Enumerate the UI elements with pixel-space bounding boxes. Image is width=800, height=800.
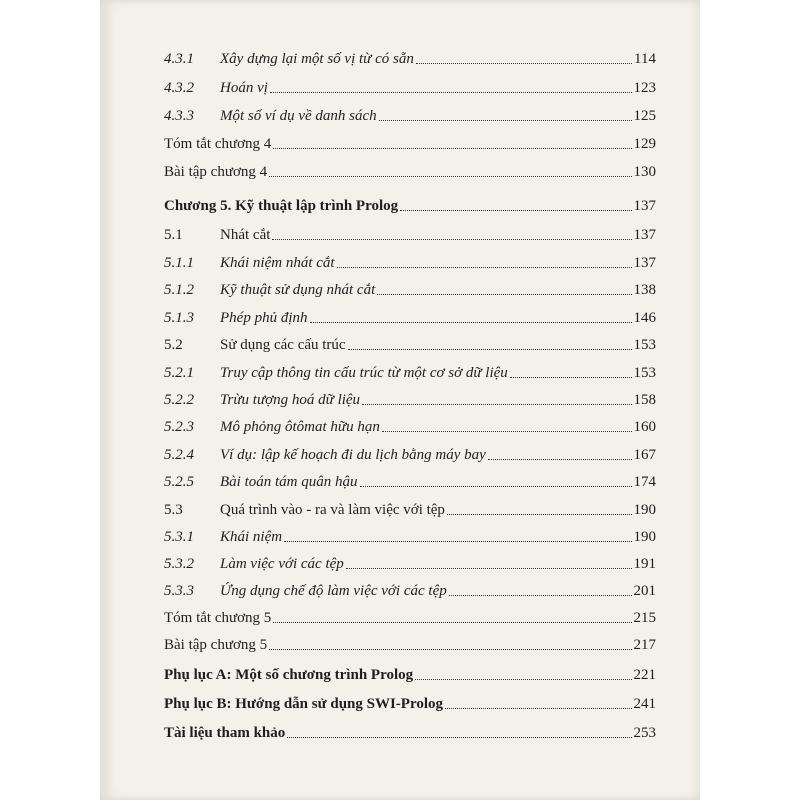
- toc-entry: [164, 275, 656, 299]
- toc-entry: [164, 467, 656, 491]
- toc-entry-page-number: 137: [633, 255, 656, 271]
- toc-entry-page-number: 167: [633, 447, 656, 463]
- dot-leader: [400, 210, 631, 211]
- toc-entry-title: Bài tập chương 5: [164, 637, 268, 653]
- toc-entry: [164, 358, 656, 382]
- toc-entry-page-number: 160: [633, 419, 656, 435]
- toc-entry-number: 5.3.2: [164, 556, 194, 572]
- toc-entry-title: Quá trình vào - ra và làm việc với tệp: [220, 502, 445, 518]
- toc-entry: [164, 157, 656, 181]
- toc-entry-title: Làm việc với các tệp: [220, 556, 344, 572]
- dot-leader: [287, 737, 631, 738]
- toc-entry-page-number: 129: [633, 136, 656, 152]
- toc-entry: [164, 303, 656, 327]
- dot-leader: [273, 148, 631, 149]
- toc-entry-title: Phụ lục B: Hướng dẫn sử dụng SWI-Prolog: [164, 696, 444, 712]
- toc-entry-title: Khái niệm: [220, 529, 283, 545]
- toc-entry-page-number: 153: [633, 365, 656, 381]
- toc-entry-title: Truy cập thông tin cấu trúc từ một cơ sở dữ liệu: [220, 365, 508, 381]
- toc-entry-page-number: 241: [633, 696, 656, 712]
- toc-entry-number: 5.2.5: [164, 474, 194, 490]
- toc-entry-title: Hoán vị: [220, 80, 268, 96]
- dot-leader: [445, 708, 631, 709]
- toc-entry: [164, 576, 656, 600]
- toc-entry-title: Một số ví dụ về danh sách: [220, 108, 377, 124]
- book-page: [100, 0, 700, 800]
- toc-entry-number: 5.2.1: [164, 365, 194, 381]
- toc-entry-title: Bài toán tám quân hậu: [220, 474, 358, 490]
- toc-entry-number: 5.3.3: [164, 583, 194, 599]
- dot-leader: [346, 568, 632, 569]
- dot-leader: [273, 622, 631, 623]
- toc-entry-number: 5.2.4: [164, 447, 194, 463]
- toc-entry-title: Tài liệu tham khảo: [164, 725, 286, 741]
- dot-leader: [362, 404, 631, 405]
- toc-entry: [164, 248, 656, 272]
- dot-leader: [272, 239, 631, 240]
- toc-entry: [164, 73, 656, 97]
- toc-entry-page-number: 153: [633, 337, 656, 353]
- toc-entry-number: 5.1.1: [164, 255, 194, 271]
- dot-leader: [337, 267, 632, 268]
- dot-leader: [416, 63, 632, 64]
- toc-entry-title: Tóm tắt chương 4: [164, 136, 272, 152]
- toc-entry: [164, 603, 656, 627]
- dot-leader: [488, 459, 632, 460]
- toc-entry-page-number: 130: [633, 164, 656, 180]
- toc-entry-page-number: 190: [633, 502, 656, 518]
- toc-entry-page-number: 137: [633, 198, 656, 214]
- dot-leader: [415, 679, 631, 680]
- toc-entry-page-number: 137: [633, 227, 656, 243]
- toc-entry-page-number: 215: [633, 610, 656, 626]
- toc-entry-number: 5.3: [164, 502, 183, 518]
- dot-leader: [270, 92, 632, 93]
- toc-entry: [164, 101, 656, 125]
- toc-entry: [164, 129, 656, 153]
- toc-entry-page-number: 217: [633, 637, 656, 653]
- toc-entry-page-number: 174: [633, 474, 656, 490]
- toc-entry-number: 5.1.3: [164, 310, 194, 326]
- toc-entry: [164, 689, 656, 713]
- dot-leader: [310, 322, 632, 323]
- toc-entry-title: Bài tập chương 4: [164, 164, 268, 180]
- toc-entry: [164, 522, 656, 546]
- toc-entry-page-number: 123: [633, 80, 656, 96]
- toc-entry-number: 4.3.1: [164, 51, 194, 67]
- toc-entry: [164, 191, 656, 215]
- toc-entry: [164, 718, 656, 742]
- toc-entry-number: 4.3.2: [164, 80, 194, 96]
- toc-entry-page-number: 138: [633, 282, 656, 298]
- toc-entry-page-number: 221: [633, 667, 656, 683]
- toc-entry-title: Mô phỏng ôtômat hữu hạn: [220, 419, 380, 435]
- toc-entry-title: Phụ lục A: Một số chương trình Prolog: [164, 667, 414, 683]
- toc-entry-page-number: 253: [633, 725, 656, 741]
- toc-entry-number: 5.2.2: [164, 392, 194, 408]
- toc-entry-number: 5.2: [164, 337, 183, 353]
- dot-leader: [269, 176, 631, 177]
- toc-entry-title: Chương 5. Kỹ thuật lập trình Prolog: [164, 198, 399, 214]
- toc-entry: [164, 385, 656, 409]
- toc-entry-title: Nhát cắt: [220, 227, 271, 243]
- toc-entry-number: 5.2.3: [164, 419, 194, 435]
- toc-entry: [164, 44, 656, 68]
- dot-leader: [348, 349, 632, 350]
- toc-entry: [164, 412, 656, 436]
- toc-entry-number: 5.3.1: [164, 529, 194, 545]
- toc-entry: [164, 549, 656, 573]
- toc-entry-title: Xây dựng lại một số vị từ có sẵn: [220, 51, 414, 67]
- dot-leader: [284, 541, 631, 542]
- dot-leader: [360, 486, 632, 487]
- toc-entry-title: Sử dụng các cấu trúc: [220, 337, 346, 353]
- toc-entry-title: Kỹ thuật sử dụng nhát cắt: [220, 282, 376, 298]
- dot-leader: [449, 595, 632, 596]
- toc-entry: [164, 220, 656, 244]
- toc-entry-page-number: 191: [633, 556, 656, 572]
- dot-leader: [447, 514, 632, 515]
- toc-entry-title: Khái niệm nhát cắt: [220, 255, 335, 271]
- toc-entry: [164, 660, 656, 684]
- dot-leader: [377, 294, 631, 295]
- toc-entry-title: Trừu tượng hoá dữ liệu: [220, 392, 361, 408]
- toc-entry: [164, 440, 656, 464]
- toc-entry-number: 4.3.3: [164, 108, 194, 124]
- toc-entry-page-number: 146: [633, 310, 656, 326]
- toc-entry-page-number: 190: [633, 529, 656, 545]
- toc-entry: [164, 630, 656, 654]
- dot-leader: [379, 120, 632, 121]
- toc-entry: [164, 495, 656, 519]
- toc-entry-number: 5.1: [164, 227, 183, 243]
- toc-entry-title: Ví dụ: lập kế hoạch đi du lịch bằng máy bay: [220, 447, 486, 463]
- toc-entry-number: 5.1.2: [164, 282, 194, 298]
- toc-entry-page-number: 114: [634, 51, 656, 67]
- dot-leader: [510, 377, 632, 378]
- dot-leader: [382, 431, 632, 432]
- toc-entry-title: Ứng dụng chế độ làm việc với các tệp: [220, 583, 447, 599]
- toc-entry-title: Tóm tắt chương 5: [164, 610, 272, 626]
- dot-leader: [269, 649, 631, 650]
- toc-entry-page-number: 158: [633, 392, 656, 408]
- toc-entry-page-number: 201: [633, 583, 656, 599]
- toc-entry-page-number: 125: [633, 108, 656, 124]
- toc-entry: [164, 330, 656, 354]
- toc-entry-title: Phép phủ định: [220, 310, 308, 326]
